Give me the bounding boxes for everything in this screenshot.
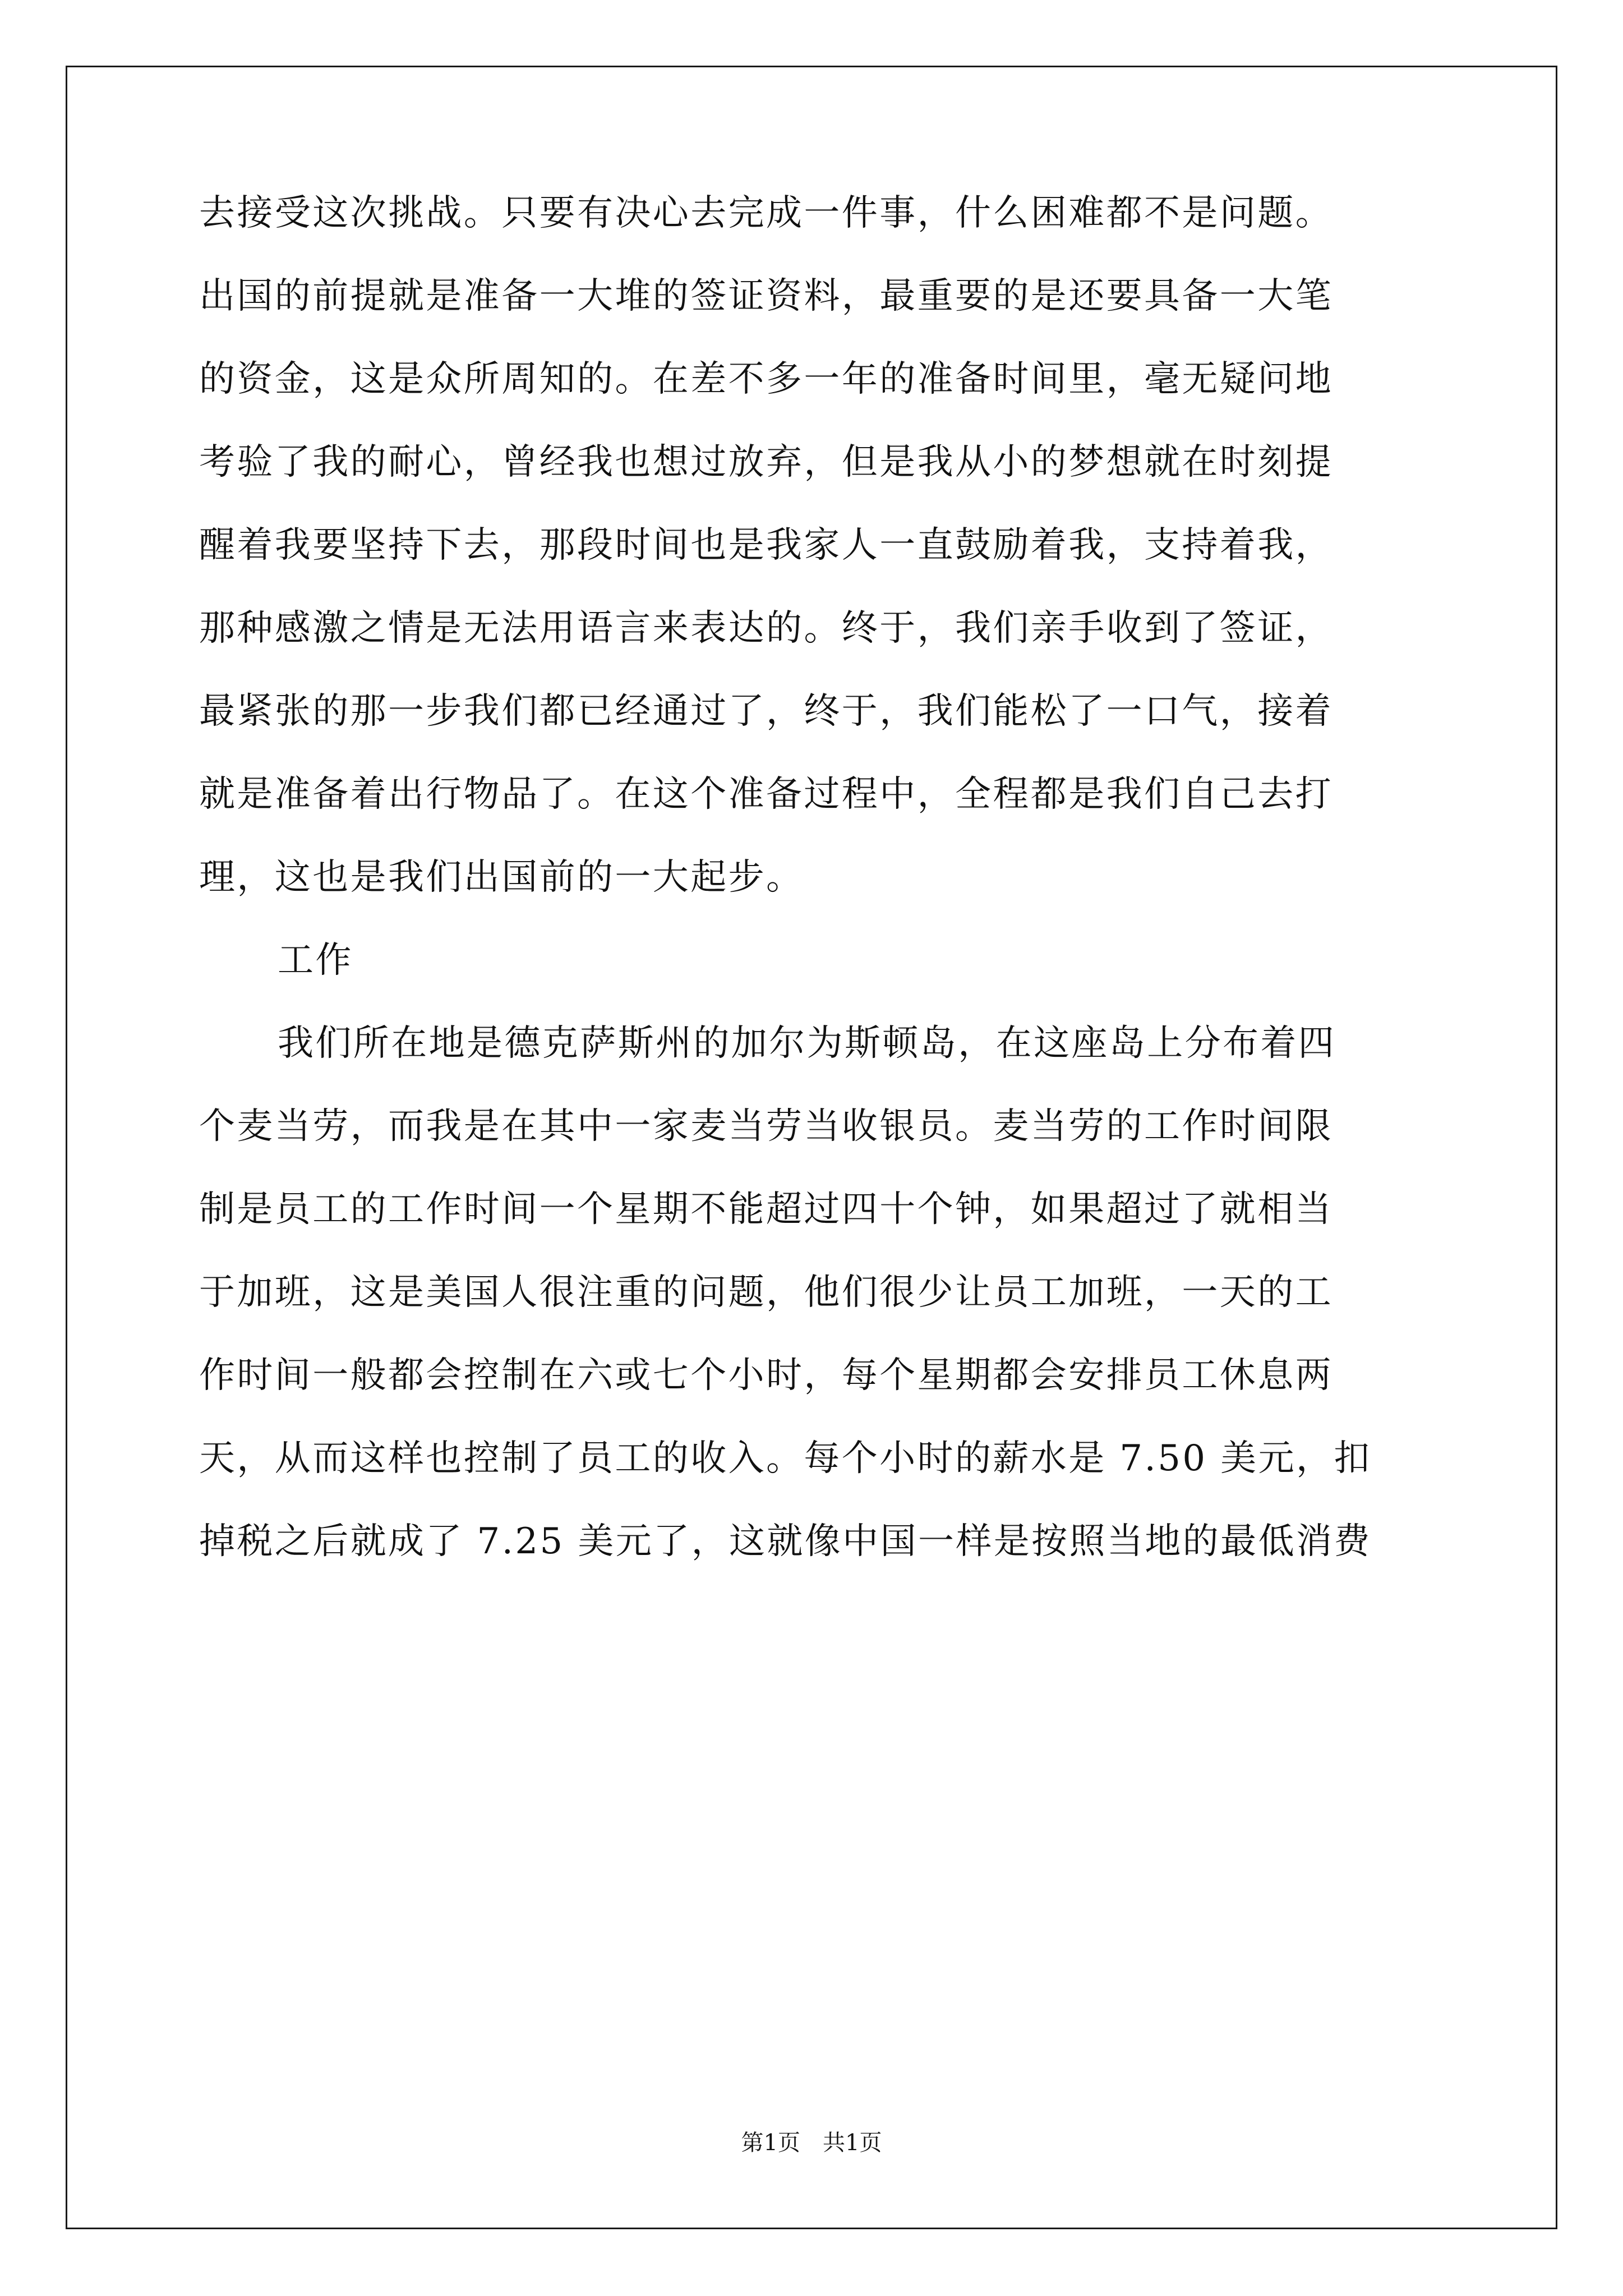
text-line: 就是准备着出行物品了。在这个准备过程中，全程都是我们自己去打 [199, 774, 1333, 815]
text-line: 我们所在地是德克萨斯州的加尔为斯顿岛，在这座岛上分布着四 [278, 1023, 1336, 1064]
text-line: 制是员工的工作时间一个星期不能超过四十个钟，如果超过了就相当 [199, 1189, 1333, 1230]
text-line: 出国的前提就是准备一大堆的签证资料，最重要的是还要具备一大笔 [199, 275, 1333, 317]
text-line: 于加班，这是美国人很注重的问题，他们很少让员工加班，一天的工 [199, 1272, 1333, 1313]
text-line: 理，这也是我们出国前的一大起步。 [199, 857, 804, 898]
text-line: 作时间一般都会控制在六或七个小时，每个星期都会安排员工休息两 [199, 1355, 1333, 1396]
page-number: 第1页 [741, 2130, 800, 2156]
text-line: 去接受这次挑战。只要有决心去完成一件事，什么困难都不是问题。 [199, 192, 1333, 234]
text-line: 的资金，这是众所周知的。在差不多一年的准备时间里，毫无疑问地 [199, 358, 1333, 400]
section-heading: 工作 [278, 940, 353, 981]
text-line: 醒着我要坚持下去，那段时间也是我家人一直鼓励着我，支持着我， [199, 524, 1333, 566]
text-line: 最紧张的那一步我们都已经通过了，终于，我们能松了一口气，接着 [199, 691, 1333, 732]
text-line: 掉税之后就成了 7.25 美元了，这就像中国一样是按照当地的最低消费 [199, 1521, 1372, 1562]
text-line: 天，从而这样也控制了员工的收入。每个小时的薪水是 7.50 美元，扣 [199, 1438, 1372, 1479]
page-total: 共1页 [823, 2130, 882, 2156]
text-line: 考验了我的耐心，曾经我也想过放弃，但是我从小的梦想就在时刻提 [199, 441, 1333, 483]
text-line: 那种感激之情是无法用语言来表达的。终于，我们亲手收到了签证， [199, 608, 1333, 649]
page-footer [0, 2126, 1623, 2160]
text-line: 个麦当劳，而我是在其中一家麦当劳当收银员。麦当劳的工作时间限 [199, 1106, 1333, 1147]
